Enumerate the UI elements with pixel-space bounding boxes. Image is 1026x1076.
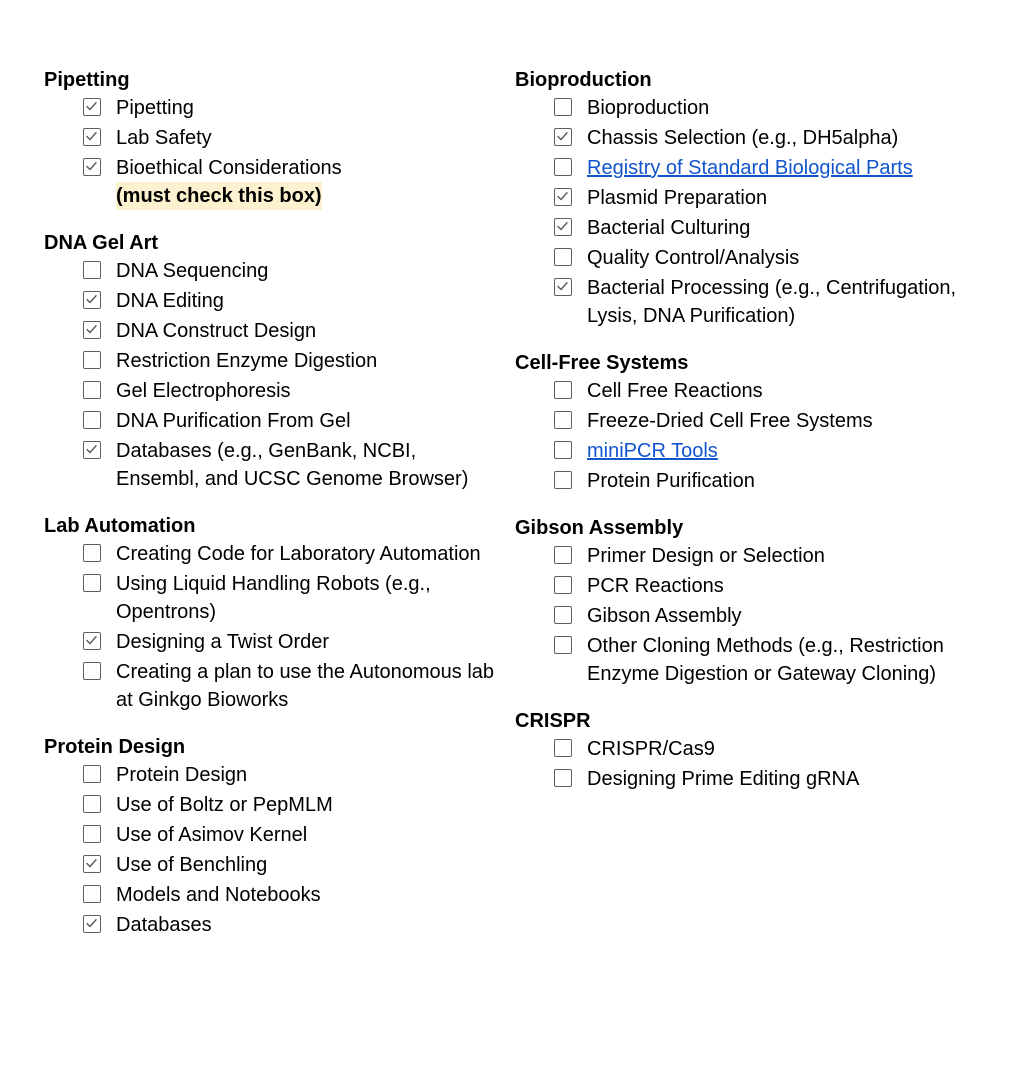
section-title: Gibson Assembly (515, 517, 684, 539)
item-label: DNA Construct Design (116, 320, 317, 342)
item-label: PCR Reactions (587, 575, 724, 597)
unchecked-checkbox[interactable] (554, 381, 572, 399)
item-label: Cell Free Reactions (587, 380, 763, 402)
checked-checkbox[interactable] (554, 128, 572, 146)
section-crispr (515, 707, 975, 793)
section-title: DNA Gel Art (44, 232, 159, 254)
checklist-item (515, 154, 975, 182)
item-label: Bioproduction (587, 97, 710, 119)
checklist-item (44, 407, 504, 435)
checklist-item (515, 602, 975, 630)
unchecked-checkbox[interactable] (83, 381, 101, 399)
checklist-item (44, 628, 504, 656)
checkmark-icon (84, 129, 99, 144)
checkmark-icon (84, 442, 99, 457)
unchecked-checkbox[interactable] (83, 885, 101, 903)
item-label: Models and Notebooks (116, 884, 321, 906)
checklist-item (515, 467, 975, 495)
checklist-item (515, 274, 975, 330)
checked-checkbox[interactable] (83, 128, 101, 146)
unchecked-checkbox[interactable] (83, 765, 101, 783)
checklist-item (44, 761, 504, 789)
section-title: Lab Automation (44, 515, 196, 537)
item-label: Use of Asimov Kernel (116, 824, 308, 846)
checkmark-icon (84, 292, 99, 307)
item-label: Databases (116, 914, 212, 936)
item-link[interactable]: Registry of Standard Biological Parts (587, 157, 913, 179)
checklist-item (515, 542, 975, 570)
checklist (44, 540, 504, 714)
checklist (515, 377, 975, 495)
item-label: Lab Safety (116, 127, 212, 149)
item-label: Quality Control/Analysis (587, 247, 800, 269)
checked-checkbox[interactable] (83, 98, 101, 116)
checklist (44, 94, 504, 210)
item-label: Gibson Assembly (587, 605, 742, 627)
item-label: Use of Benchling (116, 854, 268, 876)
right-column (515, 66, 975, 812)
item-label: Gel Electrophoresis (116, 380, 291, 402)
unchecked-checkbox[interactable] (83, 261, 101, 279)
checkmark-icon (84, 633, 99, 648)
unchecked-checkbox[interactable] (554, 441, 572, 459)
checklist-item (515, 244, 975, 272)
unchecked-checkbox[interactable] (83, 662, 101, 680)
checked-checkbox[interactable] (554, 278, 572, 296)
item-label: Freeze-Dried Cell Free Systems (587, 410, 873, 432)
item-label: Other Cloning Methods (e.g., Restriction Enzyme Digestion or Gateway Cloning) (587, 635, 944, 685)
checked-checkbox[interactable] (83, 632, 101, 650)
item-label: Use of Boltz or PepMLM (116, 794, 333, 816)
item-label: Chassis Selection (e.g., DH5alpha) (587, 127, 899, 149)
checklist-item (44, 540, 504, 568)
checklist-item (44, 851, 504, 879)
item-link[interactable]: miniPCR Tools (587, 440, 718, 462)
checkmark-icon (84, 916, 99, 931)
unchecked-checkbox[interactable] (554, 546, 572, 564)
item-label: Primer Design or Selection (587, 545, 825, 567)
section-protein-design (44, 733, 504, 939)
item-label: Protein Design (116, 764, 248, 786)
unchecked-checkbox[interactable] (554, 158, 572, 176)
item-label: Creating a plan to use the Autonomous lab at Ginkgo Bioworks (116, 661, 495, 711)
checklist-item (515, 214, 975, 242)
checked-checkbox[interactable] (554, 188, 572, 206)
unchecked-checkbox[interactable] (554, 471, 572, 489)
unchecked-checkbox[interactable] (83, 825, 101, 843)
checklist (44, 761, 504, 939)
checked-checkbox[interactable] (83, 441, 101, 459)
item-label: Bacterial Culturing (587, 217, 751, 239)
section-title: Protein Design (44, 736, 186, 758)
checked-checkbox[interactable] (83, 915, 101, 933)
checklist-item (44, 124, 504, 152)
checklist-item (44, 317, 504, 345)
item-label: Designing a Twist Order (116, 631, 330, 653)
section-dna-gel-art (44, 229, 504, 493)
item-label: Pipetting (116, 97, 194, 119)
checklist-item (44, 347, 504, 375)
checklist (44, 257, 504, 493)
section-pipetting (44, 66, 504, 210)
section-title: Cell-Free Systems (515, 352, 689, 374)
checkmark-icon (84, 159, 99, 174)
section-lab-automation (44, 512, 504, 714)
unchecked-checkbox[interactable] (83, 574, 101, 592)
checklist-item (44, 287, 504, 315)
checklist-item (44, 881, 504, 909)
checklist-item (515, 124, 975, 152)
section-cell-free-systems (515, 349, 975, 495)
item-label: Protein Purification (587, 470, 755, 492)
section-title: Bioproduction (515, 69, 652, 91)
checklist-item (515, 377, 975, 405)
item-label: Plasmid Preparation (587, 187, 768, 209)
unchecked-checkbox[interactable] (554, 248, 572, 266)
checklist-item (515, 765, 975, 793)
unchecked-checkbox[interactable] (554, 636, 572, 654)
checkmark-icon (84, 99, 99, 114)
left-column (44, 66, 504, 958)
unchecked-checkbox[interactable] (554, 411, 572, 429)
checklist-item (515, 632, 975, 688)
unchecked-checkbox[interactable] (554, 98, 572, 116)
item-label: CRISPR/Cas9 (587, 738, 715, 760)
checklist-item (44, 821, 504, 849)
unchecked-checkbox[interactable] (83, 351, 101, 369)
unchecked-checkbox[interactable] (83, 411, 101, 429)
unchecked-checkbox[interactable] (554, 769, 572, 787)
item-label: Designing Prime Editing gRNA (587, 768, 860, 790)
unchecked-checkbox[interactable] (554, 606, 572, 624)
checklist (515, 735, 975, 793)
checklist (515, 94, 975, 330)
required-note: (must check this box) (116, 182, 322, 210)
checkmark-icon (555, 129, 570, 144)
checklist-item (44, 377, 504, 405)
checklist-item (44, 257, 504, 285)
checklist-item (515, 184, 975, 212)
checkmark-icon (84, 856, 99, 871)
checklist-item (515, 407, 975, 435)
checklist-item (515, 437, 975, 465)
item-label: Databases (e.g., GenBank, NCBI, Ensembl, and UCSC Genome Browser) (116, 440, 469, 490)
checklist-item (44, 911, 504, 939)
item-label: Bacterial Processing (e.g., Centrifugation, Lysis, DNA Purification) (587, 277, 957, 327)
checklist-item (515, 572, 975, 600)
checkmark-icon (555, 279, 570, 294)
section-bioproduction (515, 66, 975, 330)
checklist-item (44, 94, 504, 122)
unchecked-checkbox[interactable] (83, 544, 101, 562)
checklist-item (44, 154, 504, 210)
checklist-item (515, 94, 975, 122)
checked-checkbox[interactable] (83, 855, 101, 873)
checklist-item (44, 791, 504, 819)
checked-checkbox[interactable] (83, 291, 101, 309)
item-label: DNA Editing (116, 290, 224, 312)
item-label: DNA Purification From Gel (116, 410, 351, 432)
checklist-item (44, 658, 504, 714)
item-label: Restriction Enzyme Digestion (116, 350, 378, 372)
unchecked-checkbox[interactable] (83, 795, 101, 813)
item-label: DNA Sequencing (116, 260, 269, 282)
checked-checkbox[interactable] (83, 158, 101, 176)
section-title: CRISPR (515, 710, 591, 732)
section-title: Pipetting (44, 69, 130, 91)
checkmark-icon (84, 322, 99, 337)
checklist-item (44, 437, 504, 493)
checkmark-icon (555, 189, 570, 204)
checklist-item (515, 735, 975, 763)
checklist-item (44, 570, 504, 626)
unchecked-checkbox[interactable] (554, 739, 572, 757)
item-label: Bioethical Considerations (116, 157, 342, 179)
checked-checkbox[interactable] (554, 218, 572, 236)
checked-checkbox[interactable] (83, 321, 101, 339)
checkmark-icon (555, 219, 570, 234)
section-gibson-assembly (515, 514, 975, 688)
unchecked-checkbox[interactable] (554, 576, 572, 594)
item-label: Creating Code for Laboratory Automation (116, 543, 481, 565)
checklist (515, 542, 975, 688)
item-label: Using Liquid Handling Robots (e.g., Opentrons) (116, 573, 431, 623)
